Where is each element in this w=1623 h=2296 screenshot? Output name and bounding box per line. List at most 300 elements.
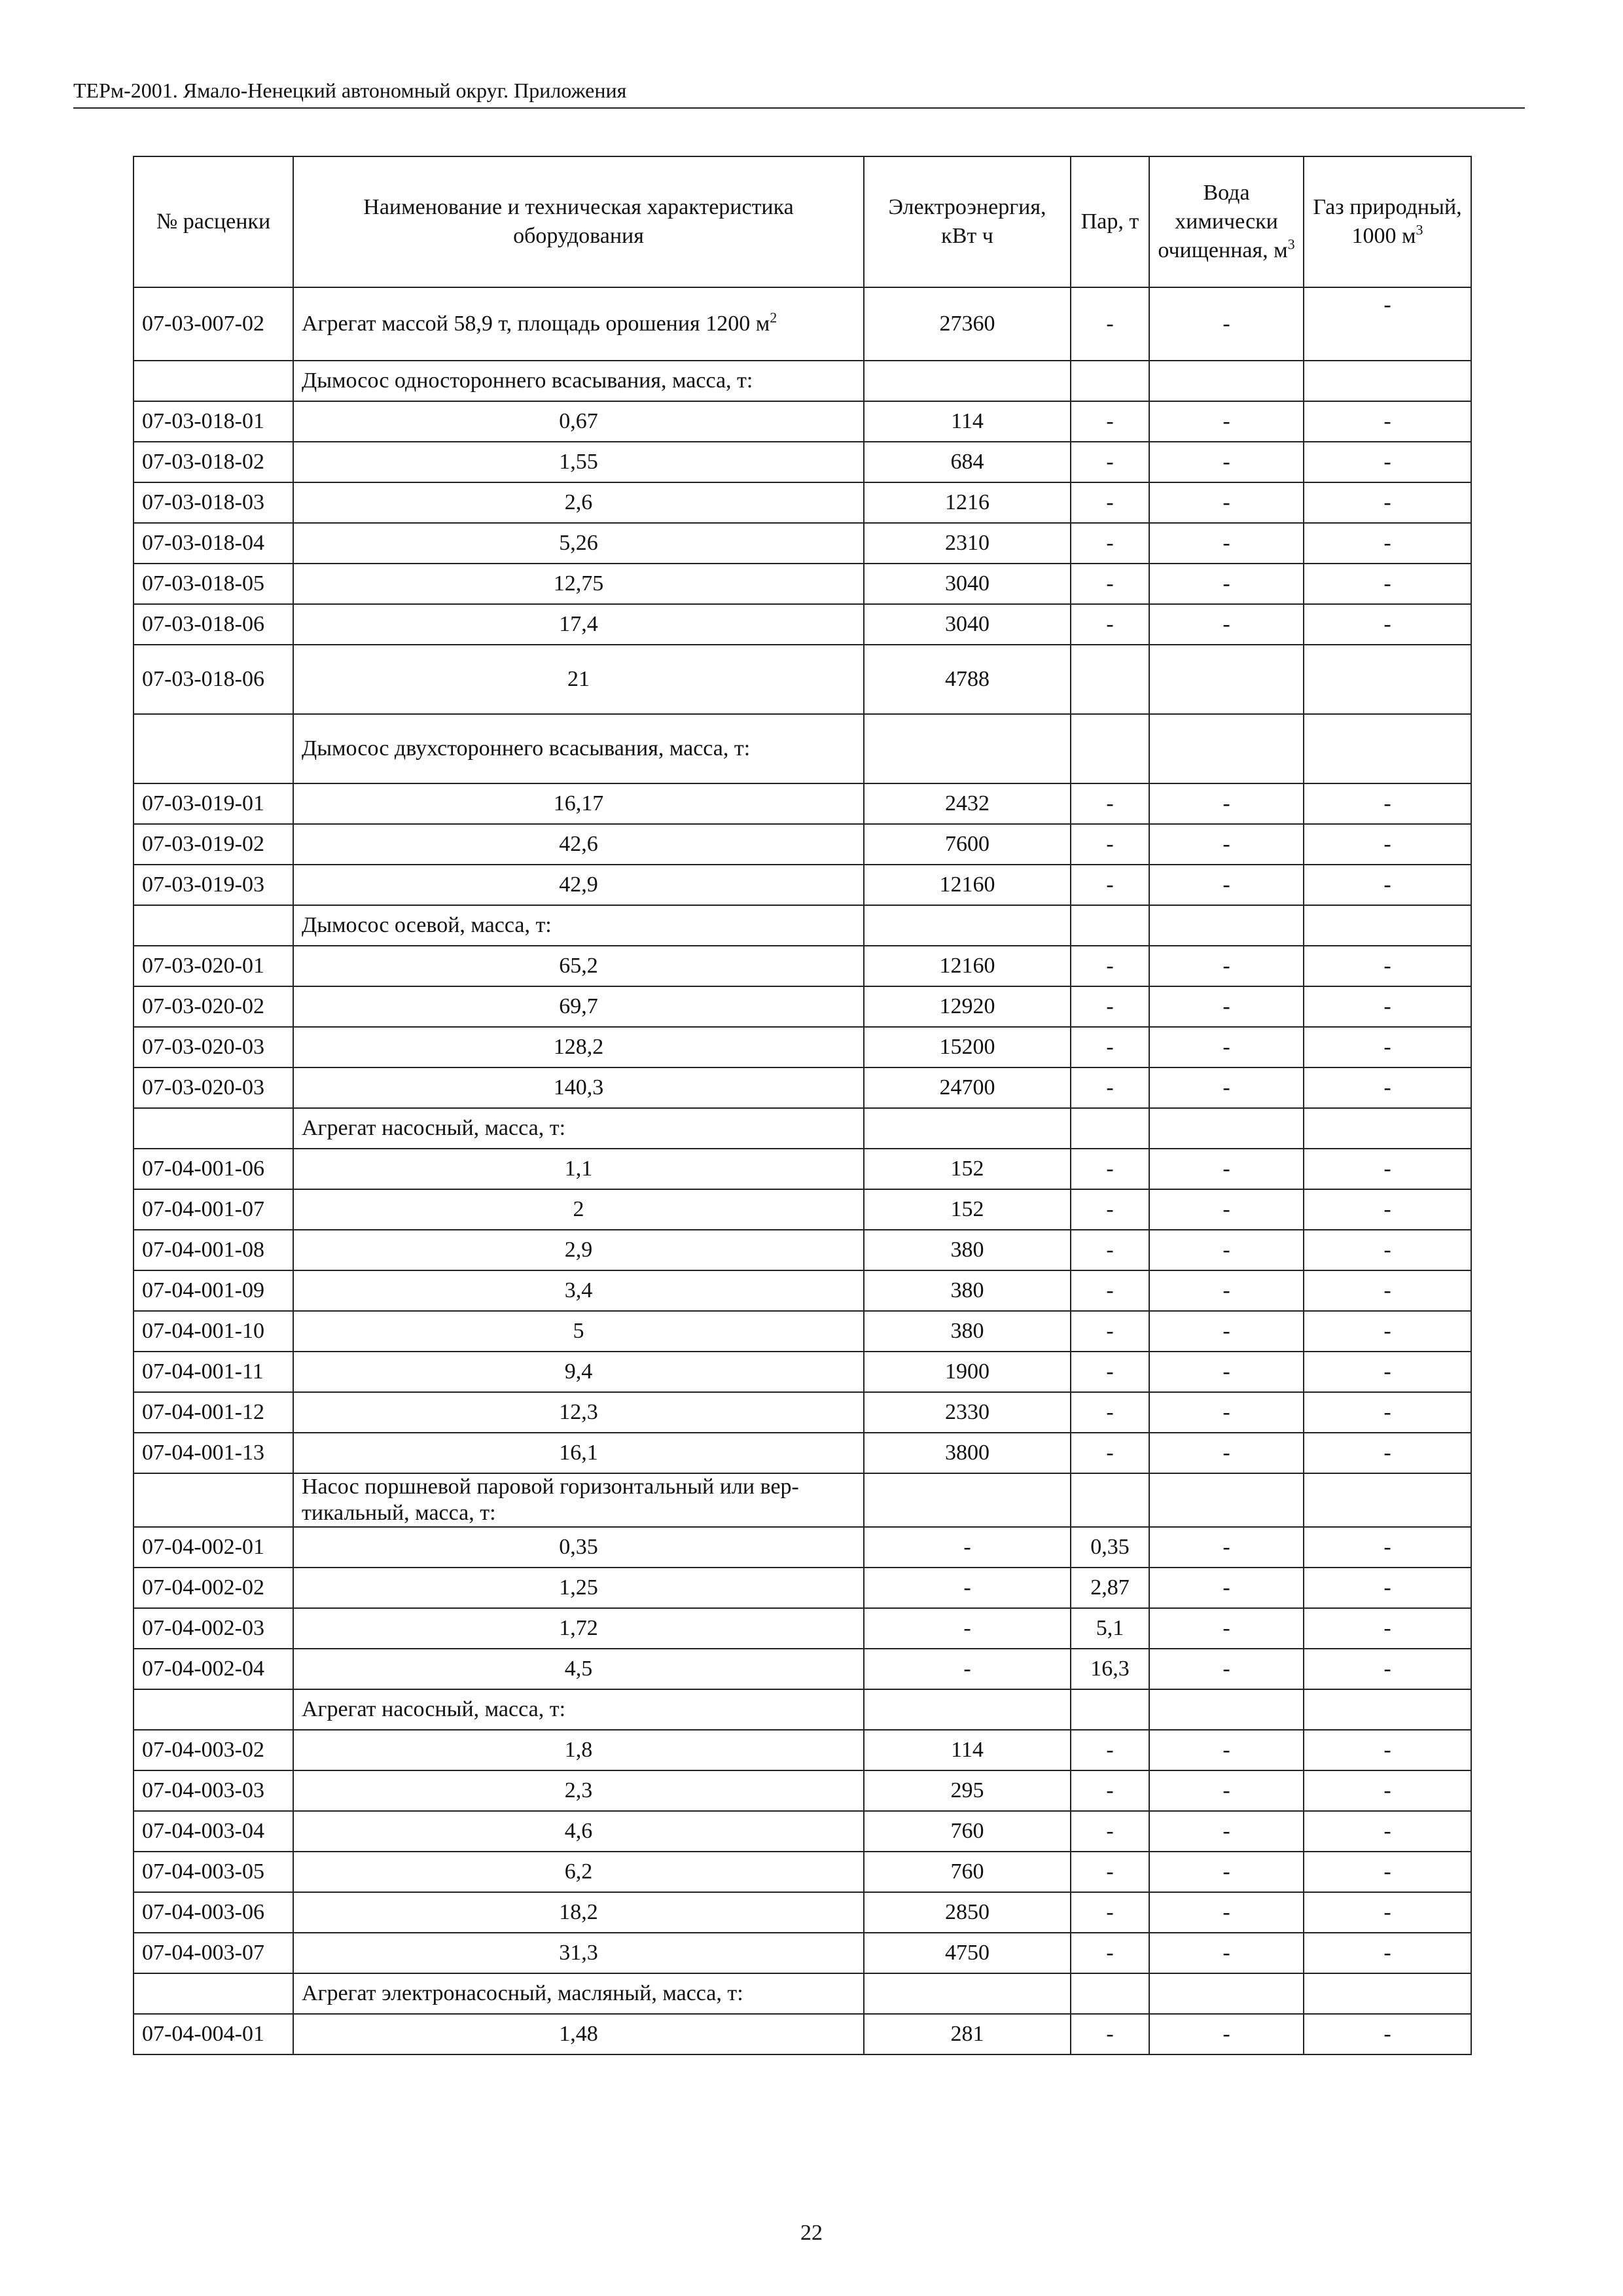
cell-electricity: 684: [864, 442, 1071, 482]
section-heading-row: [134, 905, 1471, 946]
table-row: [134, 401, 1471, 442]
table-row: [134, 564, 1471, 604]
cell-steam: -: [1071, 1230, 1149, 1270]
cell-gas: -: [1304, 287, 1471, 361]
cell-steam: [1071, 1689, 1149, 1730]
table-row: [134, 1230, 1471, 1270]
cell-name: 6,2: [293, 1852, 864, 1892]
cell-electricity: 760: [864, 1811, 1071, 1852]
col-header-code: № расценки: [134, 156, 293, 287]
cell-name: 65,2: [293, 946, 864, 986]
table-row: [134, 645, 1471, 714]
section-heading-row: [134, 1108, 1471, 1149]
cell-electricity: 2850: [864, 1892, 1071, 1933]
cell-gas: [1304, 905, 1471, 946]
cell-steam: -: [1071, 1852, 1149, 1892]
cell-name: 0,67: [293, 401, 864, 442]
cell-gas: -: [1304, 1311, 1471, 1352]
cell-water: [1149, 1973, 1304, 2014]
cell-water: -: [1149, 1027, 1304, 1067]
cell-water: -: [1149, 401, 1304, 442]
cell-water: -: [1149, 783, 1304, 824]
cell-gas: [1304, 1973, 1471, 2014]
cell-steam: -: [1071, 1892, 1149, 1933]
table-row: [134, 1852, 1471, 1892]
col-header-gas-text: Газ природный, 1000 м: [1313, 195, 1462, 248]
cell-electricity: 12160: [864, 946, 1071, 986]
cell-name: Дымосос двухстороннего всасывания, масса, т:: [293, 714, 864, 783]
cell-gas: -: [1304, 1933, 1471, 1973]
cell-gas: -: [1304, 442, 1471, 482]
cell-steam: -: [1071, 824, 1149, 865]
cell-name: 2,9: [293, 1230, 864, 1270]
cell-gas: -: [1304, 1067, 1471, 1108]
cell-code: 07-04-001-13: [134, 1433, 293, 1473]
cell-water: -: [1149, 442, 1304, 482]
table-row: [134, 1149, 1471, 1189]
cell-water: -: [1149, 523, 1304, 564]
table-row: [134, 1433, 1471, 1473]
cell-code: 07-03-018-01: [134, 401, 293, 442]
cell-steam: -: [1071, 1352, 1149, 1392]
cell-electricity: 152: [864, 1189, 1071, 1230]
cell-electricity: 281: [864, 2014, 1071, 2054]
cell-electricity: -: [864, 1568, 1071, 1608]
cell-code: 07-04-002-02: [134, 1568, 293, 1608]
cell-electricity: 760: [864, 1852, 1071, 1892]
table-row: [134, 1027, 1471, 1067]
cell-water: -: [1149, 824, 1304, 865]
cell-code: 07-03-019-03: [134, 865, 293, 905]
cell-code: 07-04-002-01: [134, 1527, 293, 1568]
cell-electricity: 3800: [864, 1433, 1071, 1473]
cell-code: 07-03-018-06: [134, 604, 293, 645]
cell-gas: -: [1304, 1527, 1471, 1568]
cell-water: -: [1149, 564, 1304, 604]
cell-water: -: [1149, 1527, 1304, 1568]
cell-gas: -: [1304, 865, 1471, 905]
cell-name: Дымосос одностороннего всасывания, масса, т:: [293, 361, 864, 401]
cell-steam: [1071, 1473, 1149, 1527]
cell-steam: -: [1071, 1149, 1149, 1189]
cell-water: [1149, 1473, 1304, 1527]
cell-code: 07-03-007-02: [134, 287, 293, 361]
cell-water: -: [1149, 1770, 1304, 1811]
cell-name: 5,26: [293, 523, 864, 564]
cell-water: -: [1149, 287, 1304, 361]
cell-water: -: [1149, 1067, 1304, 1108]
table-row: [134, 1892, 1471, 1933]
cell-gas: -: [1304, 482, 1471, 523]
cell-gas: -: [1304, 1189, 1471, 1230]
cell-steam: [1071, 1973, 1149, 2014]
cell-gas: -: [1304, 986, 1471, 1027]
cell-name: 128,2: [293, 1027, 864, 1067]
cell-steam: -: [1071, 1770, 1149, 1811]
cell-steam: -: [1071, 1811, 1149, 1852]
table-row: [134, 1189, 1471, 1230]
page-number: 22: [800, 2221, 823, 2245]
cell-electricity: 1900: [864, 1352, 1071, 1392]
cell-code: [134, 1108, 293, 1149]
cell-name: 1,55: [293, 442, 864, 482]
cell-code: 07-04-001-07: [134, 1189, 293, 1230]
cell-steam: -: [1071, 1270, 1149, 1311]
cell-water: -: [1149, 1352, 1304, 1392]
cell-steam: -: [1071, 482, 1149, 523]
cell-name: Агрегат насосный, масса, т:: [293, 1108, 864, 1149]
cell-name: 2: [293, 1189, 864, 1230]
cell-gas: -: [1304, 1770, 1471, 1811]
cell-name: 1,25: [293, 1568, 864, 1608]
cell-code: 07-03-019-02: [134, 824, 293, 865]
table-row: [134, 1527, 1471, 1568]
table-row: [134, 824, 1471, 865]
cell-electricity: [864, 1973, 1071, 2014]
cell-water: -: [1149, 604, 1304, 645]
cell-water: -: [1149, 1392, 1304, 1433]
cell-water: -: [1149, 1149, 1304, 1189]
cell-electricity: 7600: [864, 824, 1071, 865]
cell-gas: -: [1304, 1608, 1471, 1649]
cell-electricity: 114: [864, 1730, 1071, 1770]
table-row: [134, 865, 1471, 905]
cell-code: 07-04-003-04: [134, 1811, 293, 1852]
cell-name: 18,2: [293, 1892, 864, 1933]
table-row: [134, 1608, 1471, 1649]
cell-code: 07-03-018-05: [134, 564, 293, 604]
cell-name: 16,1: [293, 1433, 864, 1473]
cell-gas: -: [1304, 401, 1471, 442]
cell-gas: -: [1304, 1027, 1471, 1067]
section-heading-row: [134, 1473, 1471, 1527]
cell-name-sup: 2: [770, 309, 777, 326]
cell-steam: [1071, 905, 1149, 946]
cell-electricity: 114: [864, 401, 1071, 442]
cell-electricity: 1216: [864, 482, 1071, 523]
cell-water: -: [1149, 1311, 1304, 1352]
cell-steam: -: [1071, 604, 1149, 645]
cell-electricity: 2310: [864, 523, 1071, 564]
cell-code: 07-03-020-01: [134, 946, 293, 986]
cell-water: [1149, 905, 1304, 946]
cell-code: 07-03-019-01: [134, 783, 293, 824]
cell-name: Агрегат электронасосный, масляный, масса, т:: [293, 1973, 864, 2014]
cell-water: [1149, 1689, 1304, 1730]
cell-steam: [1071, 714, 1149, 783]
cell-code: 07-04-001-08: [134, 1230, 293, 1270]
table-row: [134, 2014, 1471, 2054]
cell-steam: -: [1071, 2014, 1149, 2054]
cell-code: 07-04-001-06: [134, 1149, 293, 1189]
cell-steam: -: [1071, 865, 1149, 905]
cell-electricity: 3040: [864, 564, 1071, 604]
cell-steam: -: [1071, 1933, 1149, 1973]
cell-water: -: [1149, 1852, 1304, 1892]
cell-steam: -: [1071, 401, 1149, 442]
cell-steam: -: [1071, 1189, 1149, 1230]
cell-gas: -: [1304, 604, 1471, 645]
cell-water: -: [1149, 1608, 1304, 1649]
cell-steam: -: [1071, 1433, 1149, 1473]
col-header-water-sup: 3: [1287, 236, 1295, 253]
cell-gas: [1304, 1689, 1471, 1730]
cell-steam: [1071, 1108, 1149, 1149]
cell-steam: [1071, 645, 1149, 714]
section-heading-row: [134, 361, 1471, 401]
cell-gas: -: [1304, 783, 1471, 824]
cell-name: Насос поршневой паровой горизонтальный или вер-тикальный, масса, т:: [293, 1473, 864, 1527]
cell-name: 140,3: [293, 1067, 864, 1108]
table-row: [134, 1392, 1471, 1433]
cell-name: 42,9: [293, 865, 864, 905]
table-row: [134, 1933, 1471, 1973]
col-header-electricity: Электроэнергия, кВт ч: [864, 156, 1071, 287]
table-row: [134, 986, 1471, 1027]
cell-gas: -: [1304, 1270, 1471, 1311]
cell-water: [1149, 361, 1304, 401]
cell-gas: -: [1304, 1730, 1471, 1770]
cell-name: 31,3: [293, 1933, 864, 1973]
cell-code: 07-04-001-10: [134, 1311, 293, 1352]
cell-electricity: 380: [864, 1270, 1071, 1311]
table-row: [134, 1770, 1471, 1811]
cell-code: 07-03-020-03: [134, 1067, 293, 1108]
cell-name: 4,5: [293, 1649, 864, 1689]
cell-gas: -: [1304, 1230, 1471, 1270]
cell-gas: -: [1304, 1433, 1471, 1473]
cell-steam: [1071, 361, 1149, 401]
cell-gas: -: [1304, 2014, 1471, 2054]
table-row: [134, 783, 1471, 824]
cell-code: 07-04-002-04: [134, 1649, 293, 1689]
cell-steam: -: [1071, 946, 1149, 986]
cell-gas: [1304, 1473, 1471, 1527]
table-row: [134, 946, 1471, 986]
cell-code: [134, 361, 293, 401]
cell-gas: -: [1304, 1149, 1471, 1189]
cell-name: 16,17: [293, 783, 864, 824]
cell-water: [1149, 1108, 1304, 1149]
section-heading-row: [134, 1973, 1471, 2014]
cell-name: 2,6: [293, 482, 864, 523]
cell-code: 07-04-003-07: [134, 1933, 293, 1973]
cell-water: -: [1149, 1270, 1304, 1311]
running-header: ТЕРм-2001. Ямало-Ненецкий автономный округ. Приложения: [73, 77, 1525, 109]
norms-table: [133, 156, 1472, 2055]
table-row: [134, 482, 1471, 523]
cell-name: 12,3: [293, 1392, 864, 1433]
cell-name: 4,6: [293, 1811, 864, 1852]
cell-electricity: 2432: [864, 783, 1071, 824]
cell-gas: -: [1304, 824, 1471, 865]
cell-code: [134, 905, 293, 946]
cell-name: 0,35: [293, 1527, 864, 1568]
cell-water: -: [1149, 986, 1304, 1027]
cell-code: 07-04-003-02: [134, 1730, 293, 1770]
cell-electricity: -: [864, 1608, 1071, 1649]
cell-water: -: [1149, 1892, 1304, 1933]
cell-code: [134, 1473, 293, 1527]
cell-name: 9,4: [293, 1352, 864, 1392]
cell-steam: 5,1: [1071, 1608, 1149, 1649]
cell-code: 07-03-020-02: [134, 986, 293, 1027]
table-row: [134, 1352, 1471, 1392]
cell-electricity: [864, 1473, 1071, 1527]
cell-name: 1,72: [293, 1608, 864, 1649]
cell-name: Дымосос осевой, масса, т:: [293, 905, 864, 946]
cell-steam: -: [1071, 1067, 1149, 1108]
cell-code: 07-04-003-03: [134, 1770, 293, 1811]
cell-gas: -: [1304, 1811, 1471, 1852]
col-header-gas: [1304, 156, 1471, 287]
cell-name: Агрегат насосный, масса, т:: [293, 1689, 864, 1730]
cell-water: -: [1149, 1568, 1304, 1608]
table-row: [134, 442, 1471, 482]
cell-steam: -: [1071, 986, 1149, 1027]
table-row: [134, 1811, 1471, 1852]
cell-code: 07-04-001-09: [134, 1270, 293, 1311]
cell-electricity: 380: [864, 1311, 1071, 1352]
cell-name: 1,1: [293, 1149, 864, 1189]
cell-steam: -: [1071, 1027, 1149, 1067]
cell-code: [134, 1689, 293, 1730]
cell-code: 07-04-001-12: [134, 1392, 293, 1433]
cell-gas: -: [1304, 1852, 1471, 1892]
cell-name: 5: [293, 1311, 864, 1352]
cell-gas: [1304, 1108, 1471, 1149]
col-header-water: [1149, 156, 1304, 287]
cell-code: 07-04-001-11: [134, 1352, 293, 1392]
cell-code: 07-03-018-04: [134, 523, 293, 564]
section-heading-row: [134, 714, 1471, 783]
cell-steam: 16,3: [1071, 1649, 1149, 1689]
table-row: [134, 1568, 1471, 1608]
cell-gas: -: [1304, 1568, 1471, 1608]
cell-electricity: [864, 361, 1071, 401]
cell-electricity: 12920: [864, 986, 1071, 1027]
cell-water: -: [1149, 865, 1304, 905]
section-heading-row: [134, 1689, 1471, 1730]
cell-water: -: [1149, 1230, 1304, 1270]
col-header-steam: Пар, т: [1071, 156, 1149, 287]
cell-water: -: [1149, 1433, 1304, 1473]
cell-electricity: 152: [864, 1149, 1071, 1189]
cell-code: 07-03-018-02: [134, 442, 293, 482]
col-header-water-text: Вода химически очищенная, м: [1158, 181, 1288, 262]
cell-steam: 0,35: [1071, 1527, 1149, 1568]
cell-electricity: 380: [864, 1230, 1071, 1270]
cell-gas: -: [1304, 1892, 1471, 1933]
cell-code: 07-04-004-01: [134, 2014, 293, 2054]
cell-electricity: -: [864, 1527, 1071, 1568]
cell-electricity: [864, 714, 1071, 783]
cell-steam: -: [1071, 1730, 1149, 1770]
cell-water: -: [1149, 1933, 1304, 1973]
cell-gas: [1304, 645, 1471, 714]
cell-electricity: [864, 1689, 1071, 1730]
table-row: [134, 1730, 1471, 1770]
cell-water: -: [1149, 1730, 1304, 1770]
table-row: [134, 523, 1471, 564]
table-row: [134, 1649, 1471, 1689]
cell-electricity: 4750: [864, 1933, 1071, 1973]
cell-steam: -: [1071, 783, 1149, 824]
cell-steam: -: [1071, 564, 1149, 604]
cell-electricity: 2330: [864, 1392, 1071, 1433]
cell-gas: -: [1304, 946, 1471, 986]
cell-gas: -: [1304, 523, 1471, 564]
cell-name: 17,4: [293, 604, 864, 645]
cell-code: 07-04-003-05: [134, 1852, 293, 1892]
cell-electricity: 12160: [864, 865, 1071, 905]
table-row: [134, 1311, 1471, 1352]
cell-gas: -: [1304, 1392, 1471, 1433]
cell-steam: 2,87: [1071, 1568, 1149, 1608]
cell-code: 07-04-003-06: [134, 1892, 293, 1933]
table-row: [134, 287, 1471, 361]
cell-code: 07-03-020-03: [134, 1027, 293, 1067]
cell-water: -: [1149, 946, 1304, 986]
cell-name-text: Агрегат массой 58,9 т, площадь орошения 1200 м: [302, 312, 770, 336]
cell-water: [1149, 714, 1304, 783]
col-header-gas-sup: 3: [1416, 221, 1423, 238]
cell-electricity: 27360: [864, 287, 1071, 361]
cell-code: [134, 1973, 293, 2014]
table-row: [134, 1067, 1471, 1108]
cell-code: 07-03-018-06: [134, 645, 293, 714]
cell-name: [293, 287, 864, 361]
cell-name: 12,75: [293, 564, 864, 604]
cell-gas: -: [1304, 564, 1471, 604]
cell-name: 69,7: [293, 986, 864, 1027]
cell-electricity: 24700: [864, 1067, 1071, 1108]
cell-steam: -: [1071, 287, 1149, 361]
table-row: [134, 604, 1471, 645]
cell-steam: -: [1071, 1392, 1149, 1433]
cell-water: -: [1149, 482, 1304, 523]
cell-name: 2,3: [293, 1770, 864, 1811]
cell-gas: -: [1304, 1649, 1471, 1689]
cell-name: 1,48: [293, 2014, 864, 2054]
cell-electricity: -: [864, 1649, 1071, 1689]
cell-code: 07-03-018-03: [134, 482, 293, 523]
table-header-row: [134, 156, 1471, 287]
cell-electricity: [864, 1108, 1071, 1149]
cell-steam: -: [1071, 442, 1149, 482]
cell-water: -: [1149, 1811, 1304, 1852]
cell-name: 21: [293, 645, 864, 714]
cell-water: [1149, 645, 1304, 714]
cell-name: 1,8: [293, 1730, 864, 1770]
cell-steam: -: [1071, 1311, 1149, 1352]
cell-name: 3,4: [293, 1270, 864, 1311]
cell-steam: -: [1071, 523, 1149, 564]
cell-electricity: 4788: [864, 645, 1071, 714]
table-row: [134, 1270, 1471, 1311]
cell-electricity: 15200: [864, 1027, 1071, 1067]
col-header-name: Наименование и техническая характеристика оборудования: [293, 156, 864, 287]
cell-water: -: [1149, 2014, 1304, 2054]
cell-water: -: [1149, 1189, 1304, 1230]
cell-electricity: 3040: [864, 604, 1071, 645]
cell-name: 42,6: [293, 824, 864, 865]
cell-code: [134, 714, 293, 783]
cell-gas: [1304, 361, 1471, 401]
cell-water: -: [1149, 1649, 1304, 1689]
cell-gas: [1304, 714, 1471, 783]
cell-gas: -: [1304, 1352, 1471, 1392]
